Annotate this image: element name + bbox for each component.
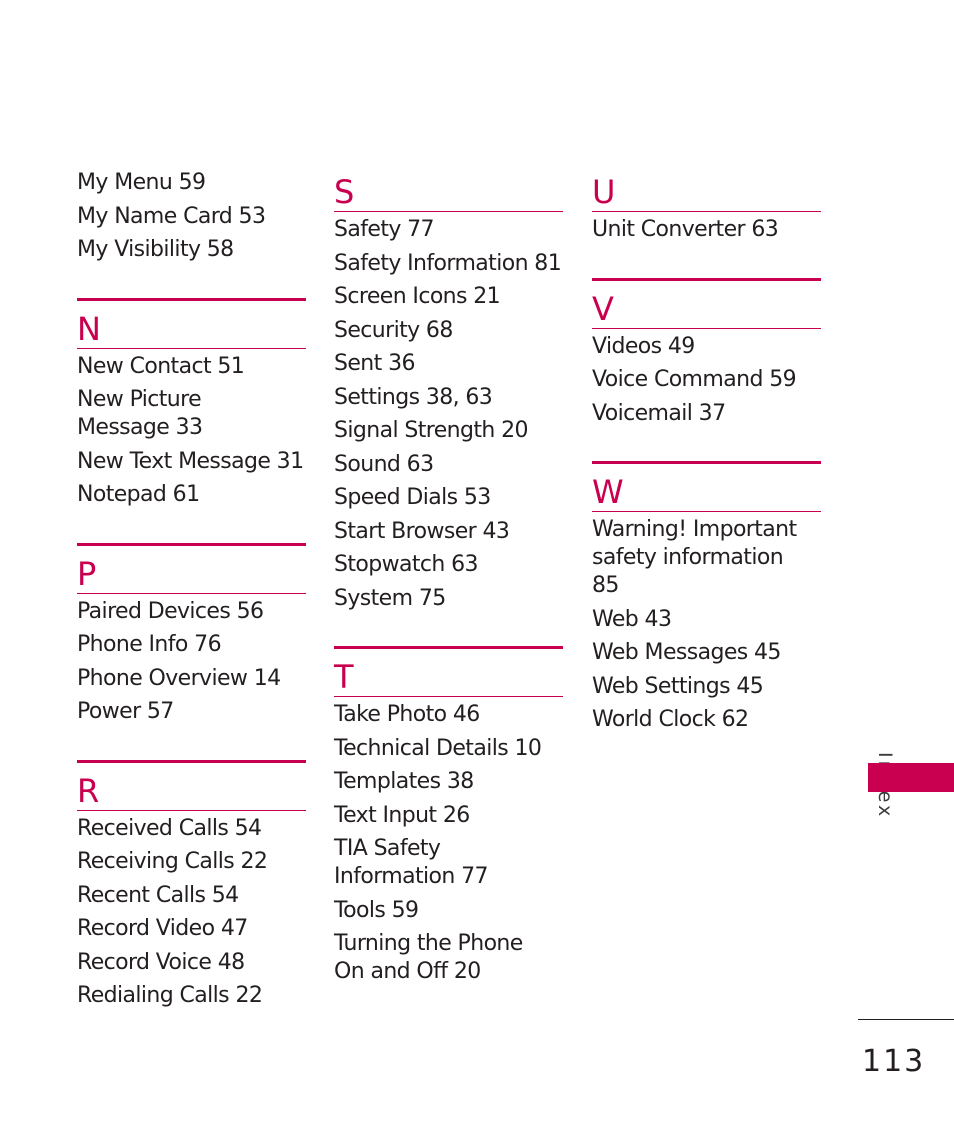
index-entry: Sent 36	[334, 351, 415, 376]
index-section-p	[77, 543, 306, 727]
index-entry: Web Settings 45	[592, 673, 764, 699]
index-entry: Templates 38	[334, 769, 474, 794]
index-column-2	[334, 161, 563, 992]
section-header	[77, 298, 306, 349]
section-letter: V	[592, 289, 614, 328]
index-entry: Tools 59	[334, 897, 419, 923]
index-entry: Settings 38, 63	[334, 384, 493, 410]
index-entry: TIA Safety Information 77	[334, 836, 488, 889]
index-entry: My Name Card 53	[77, 203, 266, 229]
index-column-1	[77, 169, 306, 1016]
section-header	[592, 461, 821, 512]
section-letter: P	[77, 554, 97, 593]
page-number: 113	[862, 1044, 926, 1079]
index-entry: Turning the Phone On and Off 20	[334, 931, 523, 984]
index-entry: Text Input 26	[334, 802, 470, 828]
section-header	[334, 646, 563, 697]
section-letter: T	[334, 658, 354, 696]
section-letter: R	[77, 771, 100, 810]
index-entry: Voice Command 59	[592, 367, 796, 392]
index-entry: World Clock 62	[592, 707, 749, 732]
section-header	[592, 278, 821, 329]
side-tab-marker	[868, 763, 954, 792]
index-entry: Redialing Calls 22	[77, 983, 263, 1008]
index-entry: Stopwatch 63	[334, 552, 478, 577]
index-entry: Record Video 47	[77, 916, 248, 941]
index-entry: Web Messages 45	[592, 640, 781, 665]
index-entry: Receiving Calls 22	[77, 849, 268, 874]
index-entry: My Menu 59	[77, 170, 206, 195]
index-entry: Sound 63	[334, 451, 434, 477]
index-section-r	[77, 760, 306, 1011]
index-entry: Warning! Important safety information 85	[592, 517, 797, 598]
index-entry: Voicemail 37	[592, 400, 726, 426]
index-entry: Unit Converter 63	[592, 217, 779, 242]
index-entry: Safety 77	[334, 217, 434, 242]
section-header	[77, 760, 306, 811]
index-column-3	[592, 161, 821, 740]
section-letter: N	[77, 309, 101, 348]
index-entry: Notepad 61	[77, 482, 200, 507]
index-section-n	[77, 298, 306, 510]
index-entry: Technical Details 10	[334, 735, 542, 761]
index-section-s	[334, 161, 563, 613]
index-entry: Screen Icons 21	[334, 284, 501, 309]
index-entry: System 75	[334, 585, 446, 611]
index-entry: Signal Strength 20	[334, 418, 528, 443]
index-entry: Power 57	[77, 699, 174, 724]
section-header	[592, 161, 821, 212]
index-entry: Web 43	[592, 606, 672, 632]
index-entry: Recent Calls 54	[77, 882, 239, 908]
index-entry: Phone Info 76	[77, 632, 221, 657]
side-tab	[870, 690, 900, 760]
index-entry: Paired Devices 56	[77, 598, 264, 624]
section-header	[77, 543, 306, 594]
index-entry: New Contact 51	[77, 353, 245, 379]
index-section-w	[592, 461, 821, 734]
index-section-v	[592, 278, 821, 428]
section-letter: S	[334, 173, 355, 211]
index-entry: Safety Information 81	[334, 250, 562, 276]
index-entry: Phone Overview 14	[77, 665, 281, 691]
section-header	[334, 161, 563, 212]
index-entry: New Picture Message 33	[77, 387, 203, 440]
index-entry: Start Browser 43	[334, 518, 510, 544]
index-entry: Videos 49	[592, 333, 695, 359]
section-letter: W	[592, 473, 624, 511]
index-entry: Record Voice 48	[77, 949, 245, 975]
section-letter: U	[592, 173, 616, 211]
page-number-rule	[858, 1019, 954, 1020]
index-entry: New Text Message 31	[77, 448, 304, 474]
index-entry: Take Photo 46	[334, 702, 480, 727]
index-entry: My Visibility 58	[77, 237, 234, 262]
index-entry: Received Calls 54	[77, 815, 262, 841]
index-entry: Speed Dials 53	[334, 485, 491, 510]
index-entry: Security 68	[334, 317, 453, 343]
index-section-u	[592, 161, 821, 244]
index-section-t	[334, 646, 563, 986]
